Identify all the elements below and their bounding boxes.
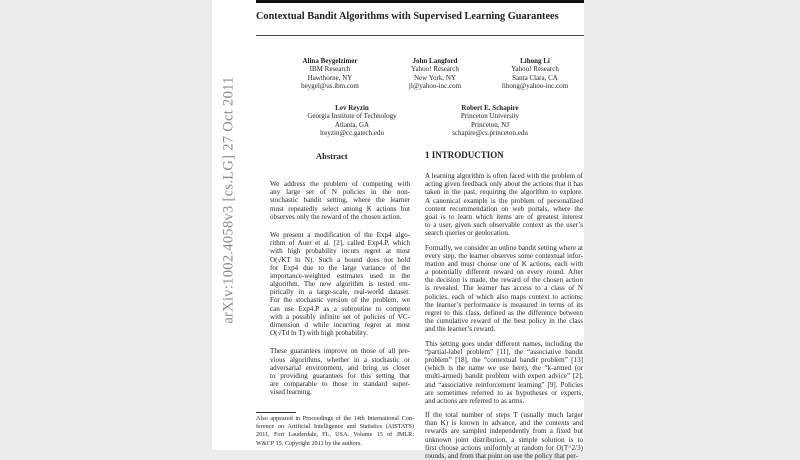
author-name: Robert E. Schapire (461, 104, 519, 112)
introduction-heading: 1 INTRODUCTION (425, 150, 504, 160)
text-line: adversarial environment, and bring us closer (270, 363, 410, 372)
text-line: (which is the name we use here), the “k-armed (or (425, 364, 583, 373)
text-line: vised learning. (270, 388, 312, 397)
text-line: with a possibly infinite set of policies of VC- (270, 312, 410, 321)
author-name: Lev Reyzin (335, 104, 369, 112)
text-line: rithm of Auer et al. [2], called Exp4.P, which (270, 239, 410, 248)
author-block (409, 57, 461, 90)
text-line: and “associative reinforcement learning” [9]. Policies (425, 380, 583, 389)
text-line: pirically in a large-scale, real-world dataset. (270, 288, 410, 297)
title-rule (256, 35, 584, 36)
text-line: taken in the past, requiring the algorithm to explore. (425, 188, 583, 197)
text-line: These guarantees improve on those of all pre- (270, 347, 410, 356)
author-name: Lihong Li (520, 57, 550, 65)
abstract-body (270, 180, 410, 397)
top-rule (256, 0, 584, 3)
text-line: is revealed. The learner has access to a class of N (425, 284, 583, 293)
abstract-heading: Abstract (316, 151, 348, 161)
text-line: first choose actions uniformly at random for O(T^2/3) (425, 443, 583, 452)
text-line: multi-armed) bandit problem with expert advice” [2], (425, 372, 583, 381)
text-line: observes only the reward of the chosen action. (270, 212, 402, 221)
footnote-rule (256, 412, 296, 413)
text-line: than K) is known in advance, and the contexts and (425, 419, 583, 428)
author-email: lihong@yahoo-inc.com (501, 81, 569, 90)
author-affiliation: Princeton University (460, 112, 520, 121)
text-line: A learning algorithm is often faced with the problem of (425, 172, 583, 180)
paragraph-gap (270, 337, 410, 347)
text-line: are comparable to those in standard super- (270, 380, 410, 389)
text-line: unknown joint distribution, a simple solution is to (425, 435, 583, 444)
text-line: vious algorithms, whether in a stochastic or (270, 355, 410, 364)
paragraph-gap (270, 221, 410, 231)
author-name: John Langford (412, 57, 458, 65)
text-line: are sometimes referred to as hypotheses or experts, (425, 388, 583, 397)
text-line: and actions are referred to as arms. (425, 396, 525, 405)
text-line: every step, the learner observes some contextual infor- (425, 251, 583, 260)
paper-title: Contextual Bandit Algorithms with Supervised Learning Guarantees (256, 11, 559, 22)
text-line: rewards are sampled independently from a fixed but (425, 427, 583, 436)
text-line: stochastic bandit setting, where the learner (270, 196, 410, 205)
author-affiliation: Yahoo! Research (511, 65, 559, 74)
text-line: can use Exp4.P as a subroutine to compete (270, 304, 410, 313)
text-line: for Exp4 due to the large variance of the (270, 263, 410, 272)
author-block (301, 57, 359, 90)
author-block (307, 104, 396, 137)
text-line: “partial-label problem” [11], the “associative bandit (425, 347, 583, 356)
text-line: We address the problem of competing with (270, 180, 410, 188)
text-line: acting given feedback only about the actions that it has (425, 180, 583, 189)
text-line: mation and must choose one of K actions, each with (425, 259, 583, 268)
text-line: A canonical example is the problem of personalized (425, 196, 583, 205)
text-line: regret to this class, defined as the difference between (425, 309, 583, 317)
text-line: O(√KT ln N). Such a bound does not hold (270, 255, 410, 264)
author-affiliation: Yahoo! Research (411, 65, 459, 74)
author-affiliation: Georgia Institute of Technology (307, 112, 397, 121)
author-location: Santa Clara, CA (512, 73, 558, 82)
text-line: and the learner’s reward. (425, 325, 496, 334)
author-email: jl@yahoo-inc.com (408, 81, 462, 90)
author-location: Atlanta, GA (334, 120, 370, 129)
text-line: Formally, we consider an online bandit setting where at (425, 243, 583, 252)
text-line: We present a modification of the Exp4 algo- (270, 230, 410, 239)
footnote-line: W&CP 15. Copyright 2011 by the authors. (256, 439, 362, 447)
text-line: algorithm. The new algorithm is tested em- (270, 280, 410, 289)
author-location: Princeton, NJ (470, 120, 510, 129)
footnote (256, 415, 414, 448)
text-line: the learner’s performance is measured in terms of its (425, 300, 583, 309)
author-email: lreyzin@cc.gatech.edu (320, 128, 384, 137)
text-line: to a user, given such observable context as the user’s (425, 221, 583, 230)
text-line: dimension d while incurring regret at most (270, 321, 410, 329)
text-line: search queries or geolocation. (425, 229, 510, 238)
text-line: For the stochastic version of the problem, we (270, 296, 410, 305)
text-line: O(√Td ln T) with high probability. (270, 329, 368, 338)
text-line: problem” [18], the “contextual bandit problem” [13] (425, 355, 583, 364)
author-block (502, 57, 568, 90)
author-email: beygel@us.ibm.com (301, 81, 359, 90)
text-line: a potentially different reward on every round. After (425, 268, 583, 277)
author-location: New York, NY (413, 73, 457, 82)
text-line: with high probability incurs regret at most (270, 247, 410, 256)
text-line: If the total number of steps T (usually much larger (425, 411, 583, 420)
footnote-line: ference on Artificial Intelligence and Statistics (AISTATS) (256, 423, 414, 431)
footnote-line: Also appeared in Proceedings of the 14th International Con- (256, 415, 414, 422)
text-line: rounds, and from that point on use the policy that per- (425, 452, 578, 460)
introduction-body (425, 172, 583, 460)
author-affiliation: IBM Research (309, 65, 351, 74)
text-line: any large set of N policies in the non- (270, 188, 410, 197)
author-name: Alina Beygelzimer (302, 57, 358, 65)
text-line: policies, each of which also maps context to actions; (425, 292, 583, 301)
arxiv-stamp: arXiv:1002.4058v3 [cs.LG] 27 Oct 2011 (220, 76, 237, 324)
footnote-line: 2011, Fort Lauderdale, FL, USA. Volume 15 of JMLR: (256, 431, 414, 439)
text-line: must repeatedly select among K actions but (270, 204, 410, 213)
author-location: Hawthorne, NY (307, 73, 353, 82)
text-line: to providing guarantees for this setting that (270, 371, 410, 380)
author-block (452, 104, 528, 137)
text-line: the decision is made, the reward of the chosen action (425, 276, 583, 285)
text-line: goal is to learn which items are of greatest interest (425, 212, 583, 221)
text-line: content recommendation on web portals, where the (425, 204, 583, 213)
author-email: schapire@cs.princeton.edu (452, 128, 528, 137)
text-line: the cumulative reward of the best policy in the class (425, 317, 583, 326)
text-line: importance-weighted estimates used in the (270, 271, 410, 280)
text-line: This setting goes under different names, including the (425, 339, 583, 348)
